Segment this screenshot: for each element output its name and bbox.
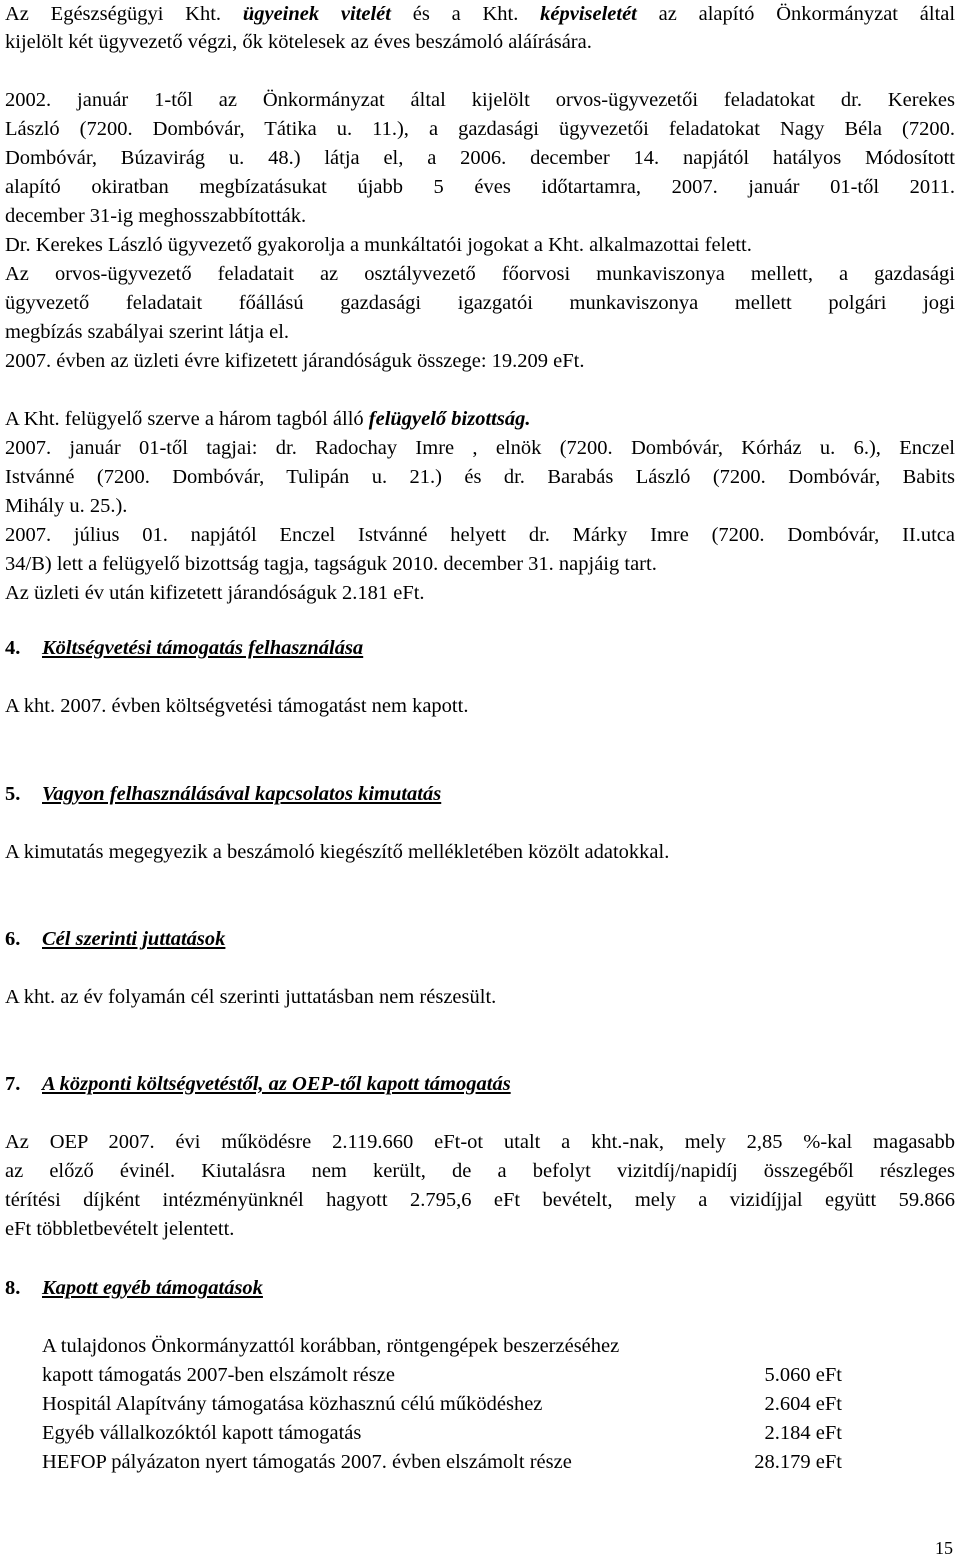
para3-line: 2007. július 01. napjától Enczel Istvánné helyett dr. Márky Imre (7200. Dombóvár, II.utca	[5, 524, 955, 546]
section-title: Kapott egyéb támogatások	[42, 1277, 263, 1299]
support-label: Egyéb vállalkozóktól kapott támogatás	[42, 1422, 362, 1444]
section-5-body: A kimutatás megegyezik a beszámoló kiegészítő mellékletében közölt adatokkal.	[5, 841, 670, 863]
support-row	[42, 1449, 842, 1475]
para2-line: december 31-ig meghosszabbították.	[5, 205, 307, 227]
section-title: A központi költségvetéstől, az OEP-től kapott támogatás	[42, 1073, 511, 1095]
support-amount: 5.060 eFt	[764, 1364, 842, 1386]
section-number: 6.	[5, 928, 21, 950]
para2-line: László (7200. Dombóvár, Tátika u. 11.), a gazdasági ügyvezetői feladatokat Nagy Béla (7200.	[5, 118, 955, 140]
text-run: és a Kht.	[412, 3, 519, 25]
section-heading-5	[5, 781, 441, 807]
section-7-body-line: térítési díjként intézményünknél hagyott 2.795,6 eFt bevételt, mely a vizidíjjal együtt 59.866	[5, 1189, 955, 1211]
section-number: 7.	[5, 1073, 21, 1095]
emphasis-text: képviseletét	[540, 3, 637, 25]
emphasis-text: ügyeinek vitelét	[242, 3, 391, 25]
support-label: kapott támogatás 2007-ben elszámolt része	[42, 1364, 395, 1386]
para3-line: Mihály u. 25.).	[5, 495, 128, 517]
para2-line: 2007. évben az üzleti évre kifizetett járandóságuk összege: 19.209 eFt.	[5, 350, 585, 372]
text-run: Az Egészségügyi Kht.	[5, 3, 222, 25]
support-label: HEFOP pályázaton nyert támogatás 2007. évben elszámolt része	[42, 1451, 572, 1473]
support-label: Hospitál Alapítvány támogatása közhasznú célú működéshez	[42, 1393, 543, 1415]
support-amount: 28.179 eFt	[754, 1451, 842, 1473]
page-number: 15	[935, 1538, 953, 1558]
section-4-body: A kht. 2007. évben költségvetési támogatást nem kapott.	[5, 695, 469, 717]
para2-line: ügyvezető feladatait főállású gazdasági igazgatói munkaviszonya mellett polgári jogi	[5, 292, 955, 314]
support-amount: 2.604 eFt	[764, 1393, 842, 1415]
support-row	[42, 1362, 842, 1388]
para2-line: megbízás szabályai szerint látja el.	[5, 321, 290, 343]
section-6-body: A kht. az év folyamán cél szerinti juttatásban nem részesült.	[5, 986, 497, 1008]
emphasis-text: felügyelő bizottság.	[368, 408, 531, 430]
section-7-body-line: az előző évinél. Kiutalásra nem került, de a befolyt vizitdíj/napidíj összegéből részleges	[5, 1160, 955, 1182]
para3-line1	[5, 406, 955, 432]
para2-line: Dr. Kerekes László ügyvezető gyakorolja a munkáltatói jogokat a Kht. alkalmazottai felett.	[5, 234, 752, 256]
section-title: Cél szerinti juttatások	[42, 928, 226, 950]
para2-line: Az orvos-ügyvezető feladatait az osztályvezető főorvosi munkaviszonya mellett, a gazdasági	[5, 263, 955, 285]
para3-line: 2007. január 01-től tagjai: dr. Radochay Imre , elnök (7200. Dombóvár, Kórház u. 6.), Enczel	[5, 437, 955, 459]
support-intro: A tulajdonos Önkormányzattól korábban, röntgengépek beszerzéséhez	[42, 1335, 620, 1357]
para1-line2: kijelölt két ügyvezető végzi, ők kötelesek az éves beszámoló aláírására.	[5, 31, 592, 53]
section-number: 8.	[5, 1277, 21, 1299]
text-run: A Kht. felügyelő szerve a három tagból álló	[5, 408, 364, 430]
section-7-body-line: Az OEP 2007. évi működésre 2.119.660 eFt-ot utalt a kht.-nak, mely 2,85 %-kal magasabb	[5, 1131, 955, 1153]
section-heading-8	[5, 1275, 263, 1301]
support-amount: 2.184 eFt	[764, 1422, 842, 1444]
section-number: 4.	[5, 637, 21, 659]
section-number: 5.	[5, 783, 21, 805]
text-run: az alapító Önkormányzat által	[658, 3, 956, 25]
support-row	[42, 1420, 842, 1446]
section-heading-7	[5, 1071, 511, 1097]
para2-line: alapító okiratban megbízatásukat újabb 5 éves időtartamra, 2007. január 01-től 2011.	[5, 176, 955, 198]
section-title: Költségvetési támogatás felhasználása	[42, 637, 364, 659]
para2-line: 2002. január 1-től az Önkormányzat által kijelölt orvos-ügyvezetői feladatokat dr. Kerekes	[5, 89, 955, 111]
section-title: Vagyon felhasználásával kapcsolatos kimutatás	[42, 783, 442, 805]
para3-line: 34/B) lett a felügyelő bizottság tagja, tagságuk 2010. december 31. napjáig tart.	[5, 553, 657, 575]
para3-line: Istvánné (7200. Dombóvár, Tulipán u. 21.) és dr. Barabás László (7200. Dombóvár, Babits	[5, 466, 955, 488]
section-7-body-line: eFt többletbevételt jelentett.	[5, 1218, 235, 1240]
section-heading-4	[5, 635, 363, 661]
para1-line1	[5, 1, 955, 27]
para3-line: Az üzleti év után kifizetett járandóságuk 2.181 eFt.	[5, 582, 425, 604]
support-row	[42, 1391, 842, 1417]
section-heading-6	[5, 926, 225, 952]
para2-line: Dombóvár, Búzavirág u. 48.) látja el, a 2006. december 14. napjától hatályos Módosított	[5, 147, 955, 169]
